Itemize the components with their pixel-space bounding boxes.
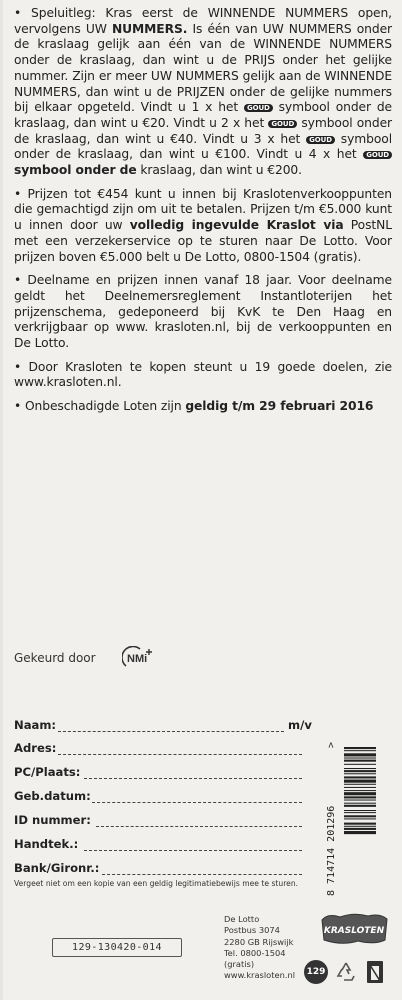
- form-row-idnummer[interactable]: [14, 813, 314, 829]
- goud-symbol-icon: GOUD: [244, 104, 273, 112]
- form-label: PC/Plaats:: [14, 765, 81, 779]
- form-line[interactable]: [92, 802, 302, 803]
- waste-bin-icon: [364, 960, 386, 984]
- goud-symbol-icon: GOUD: [363, 151, 392, 159]
- goud-symbol-icon: GOUD: [306, 136, 335, 144]
- rules-bold-fragment: volledig ingevulde Kraslot via: [129, 218, 344, 233]
- barcode-bar: [344, 831, 376, 834]
- rules-text-fragment: symbool onder de kraslaag, dan wint u €40. Vindt u 3 x het: [14, 115, 392, 146]
- nmi-logo-text: NMi: [127, 653, 148, 665]
- rules-text-fragment: • Prijzen tot €454 kunt u innen bij Kraslotenverkooppunten die gemachtigd zijn om uit te betalen. Prijzen t/m €5.000 kunt u innen door uw: [14, 186, 392, 233]
- serial-number: 129-130420-014: [52, 938, 182, 957]
- form-line[interactable]: [58, 754, 302, 755]
- rules-paragraph-charities: • Door Krasloten te kopen steunt u 19 goede doelen, zie www.krasloten.nl.: [14, 359, 392, 390]
- barcode-bar: [344, 796, 376, 798]
- barcode-bar: [344, 815, 376, 817]
- form-line[interactable]: [96, 826, 302, 827]
- form-row-handtek[interactable]: [14, 837, 314, 853]
- rules-text-fragment: symbool onder de kraslaag, dan wint u €20. Vindt u 2 x het: [14, 100, 392, 130]
- barcode-bar: [344, 810, 376, 811]
- nmi-logo-icon: [122, 646, 156, 668]
- form-label: Geb.datum:: [14, 789, 91, 803]
- barcode-bar: [344, 784, 376, 785]
- barcode-bar: [344, 803, 376, 804]
- form-line[interactable]: [84, 778, 302, 779]
- form-row-naam[interactable]: [14, 718, 314, 734]
- barcode-bar: [344, 753, 376, 756]
- rules-bold-fragment: NUMMERS.: [111, 21, 188, 36]
- barcode-bar: [344, 764, 376, 765]
- barcode-bar: [344, 800, 376, 801]
- address-line: www.krasloten.nl: [224, 970, 296, 981]
- form-row-adres[interactable]: [14, 741, 314, 757]
- form-label: Naam:: [14, 718, 57, 732]
- form-line[interactable]: [102, 874, 302, 875]
- barcode-bar: [344, 770, 376, 772]
- lotto-address: [224, 914, 295, 982]
- rules-paragraph-participation: • Deelname en prijzen innen vanaf 18 jaar. Voor deelname geldt het Deelnemersreglement Instantloterijen het prijzenschema, gedeponeerd bij KvK te Den Haag en verkrijgbaar op www. krasloten.nl, bij de verkooppunten en De Lotto.: [14, 273, 392, 351]
- barcode-bar: [344, 790, 376, 791]
- paper-edge: [0, 0, 3, 1000]
- barcode-bar: [344, 818, 376, 819]
- goud-symbol-icon: GOUD: [268, 120, 297, 128]
- barcode-bar: [344, 758, 376, 759]
- form-line[interactable]: [84, 850, 302, 851]
- barcode-bar: [344, 823, 376, 825]
- form-row-bank[interactable]: [14, 861, 314, 877]
- rules-text-fragment: • Onbeschadigde Loten zijn: [14, 399, 186, 414]
- barcode-bar: [344, 760, 376, 762]
- rules-text-fragment: PostNL met een verzekerservice op te sturen naar De Lotto. Voor prijzen boven €5.000 belt u De Lotto, 0800-1504 (gratis).: [14, 218, 392, 264]
- barcode-number-text: 8 714714 201296: [326, 805, 337, 896]
- rules-text-fragment: kraslaag, dan wint u €200.: [136, 163, 302, 178]
- barcode-bar: [344, 773, 376, 774]
- address-line: Tel. 0800-1504: [224, 947, 286, 958]
- form-row-gebdatum[interactable]: [14, 789, 314, 805]
- address-line: De Lotto: [224, 914, 260, 924]
- address-line: (gratis): [224, 959, 255, 970]
- rules-text: [14, 6, 392, 423]
- krasloten-logo-icon: [318, 912, 390, 946]
- barcode-bar: [344, 768, 376, 769]
- barcode-bar: [344, 828, 376, 830]
- form-note: Vergeet niet om een kopie van een geldig legitimatiebewijs mee te sturen.: [14, 879, 299, 888]
- form-label: ID nummer:: [14, 813, 91, 827]
- form-label: Handtek.:: [14, 837, 79, 851]
- form-label: Bank/Gironr.:: [14, 861, 100, 875]
- barcode-bar: [344, 812, 376, 813]
- barcode-number: [324, 738, 338, 898]
- rules-paragraph-prizes: [14, 187, 392, 266]
- recycle-icon: [334, 960, 358, 984]
- certified-by-label: Gekeurd door: [14, 651, 96, 665]
- form-row-pcplaats[interactable]: [14, 765, 314, 781]
- barcode-bar: [344, 750, 376, 751]
- address-line: 2280 GB Rijswijk: [224, 936, 294, 947]
- logo-text: KRASLOTEN: [323, 926, 385, 936]
- form-label: Adres:: [14, 741, 57, 755]
- barcode-end-mark: >: [326, 741, 337, 748]
- rules-bold-fragment: symbool onder de: [14, 163, 137, 178]
- rules-text-fragment: Is één van UW NUMMERS onder de kraslaag gelijk aan één van de WINNENDE NUMMERS onder de kraslaag, dan wint u de PRIJS onder het gelijke nummer. Zijn er meer UW NUMMERS gelijk aan de WINNENDE NUMMERS, dan wint u de PRIJZEN onder de gelijke nummers bij elkaar opgeteld. Vindt u 1 x het: [14, 21, 392, 115]
- rules-bold-fragment: geldig t/m 29 februari 2016: [185, 399, 374, 414]
- rules-paragraph-validity: [14, 399, 392, 415]
- rules-paragraph-game-explanation: [14, 6, 392, 179]
- rules-text-fragment: symbool onder de kraslaag, dan wint u €100. Vindt u 4 x het: [14, 131, 393, 162]
- form-line[interactable]: [58, 731, 284, 732]
- barcode-bar: [344, 826, 376, 827]
- rules-text-fragment: • Speluitleg: Kras eerst de WINNENDE NUMMERS open, vervolgens UW: [14, 6, 392, 36]
- gender-label: m/v: [288, 718, 312, 732]
- barcode-bar: [344, 792, 376, 795]
- address-line: Postbus 3074: [224, 925, 280, 936]
- ticket-number-badge: 129: [304, 960, 328, 984]
- barcode-bar: [344, 805, 376, 807]
- barcode-bar: [344, 776, 376, 778]
- barcode: [344, 745, 376, 890]
- barcode-bar: [344, 747, 376, 749]
- barcode-bar: [344, 780, 376, 783]
- barcode-bar: [344, 787, 376, 788]
